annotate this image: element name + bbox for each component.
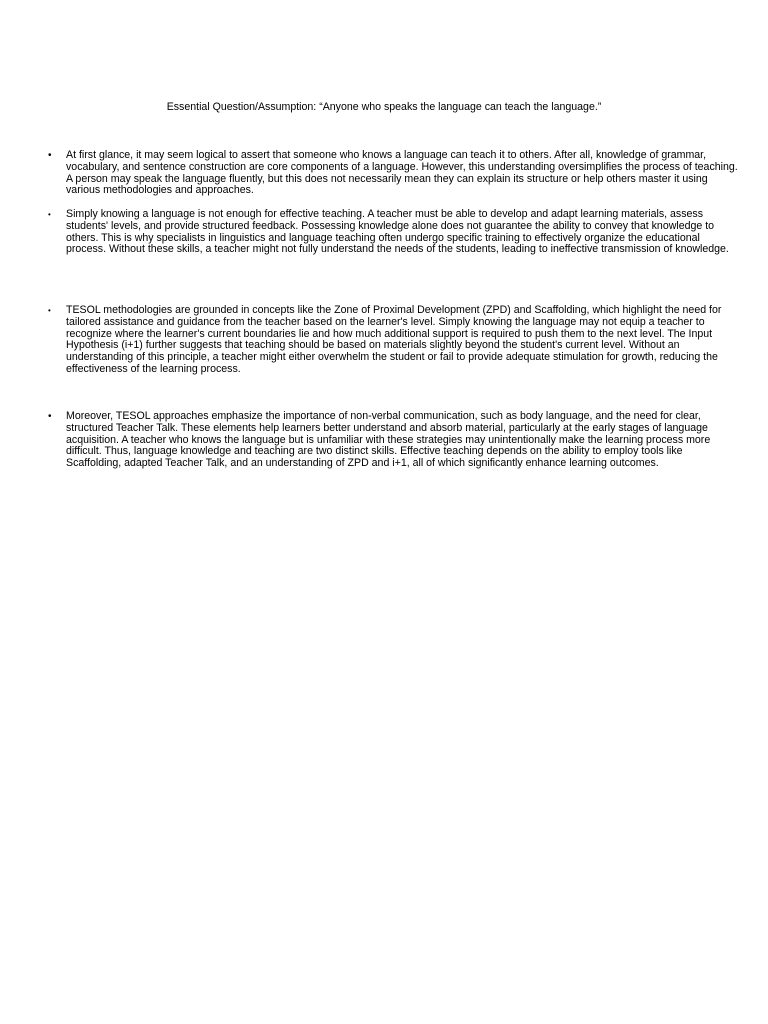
list-item bbox=[48, 150, 738, 197]
bullet-icon: • bbox=[48, 210, 51, 219]
list-item-text: Simply knowing a language is not enough for effective teaching. A teacher must be able to develop and adapt learning materials, assess students' levels, and provide structured feedback. Possessing knowledge alone does not guarantee the ability to convey that knowledge to others. This is why specialists in linguistics and language teaching often undergo specific training to effectively organize the educational process. Without these skills, a teacher might not fully understand the needs of the students, leading to ineffective transmission of knowledge. bbox=[66, 208, 729, 256]
essential-question-heading: Essential Question/Assumption: “Anyone who speaks the language can teach the language.” bbox=[166, 101, 602, 113]
bullet-icon: • bbox=[48, 150, 52, 161]
list-item bbox=[48, 411, 738, 470]
list-item-text: TESOL methodologies are grounded in concepts like the Zone of Proximal Development (ZPD) and Scaffolding, which highlight the need for tailored assistance and guidance from the teacher based on the learner's level. Simply knowing the language may not equip a teacher to recognize where the learner's current boundaries lie and how much additional support is required to push them to the next level. The Input Hypothesis (i+1) further suggests that teaching should be based on materials slightly beyond the student's current level. Without an understanding of this principle, a teacher might either overwhelm the student or fail to provide adequate stimulation for growth, reducing the effectiveness of the learning process. bbox=[66, 304, 722, 375]
list-item-text: Moreover, TESOL approaches emphasize the importance of non-verbal communication, such as body language, and the need for clear, structured Teacher Talk. These elements help learners better understand and absorb material, particularly at the early stages of language acquisition. A teacher who knows the language but is unfamiliar with these strategies may unintentionally make the learning process more difficult. Thus, language knowledge and teaching are two distinct skills. Effective teaching depends on the ability to employ tools like Scaffolding, adapted Teacher Talk, and an understanding of ZPD and i+1, all of which significantly enhance learning outcomes. bbox=[66, 410, 711, 470]
list-item bbox=[48, 305, 738, 376]
bullet-icon: • bbox=[48, 411, 52, 422]
list-item bbox=[48, 209, 738, 256]
bullet-icon: • bbox=[48, 306, 51, 315]
list-item-text: At first glance, it may seem logical to assert that someone who knows a language can teach it to others. After all, knowledge of grammar, vocabulary, and sentence construction are core components of a language. However, this understanding oversimplifies the process of teaching. A person may speak the language fluently, but this does not necessarily mean they can explain its structure or help others master it using various methodologies and approaches. bbox=[66, 149, 738, 197]
